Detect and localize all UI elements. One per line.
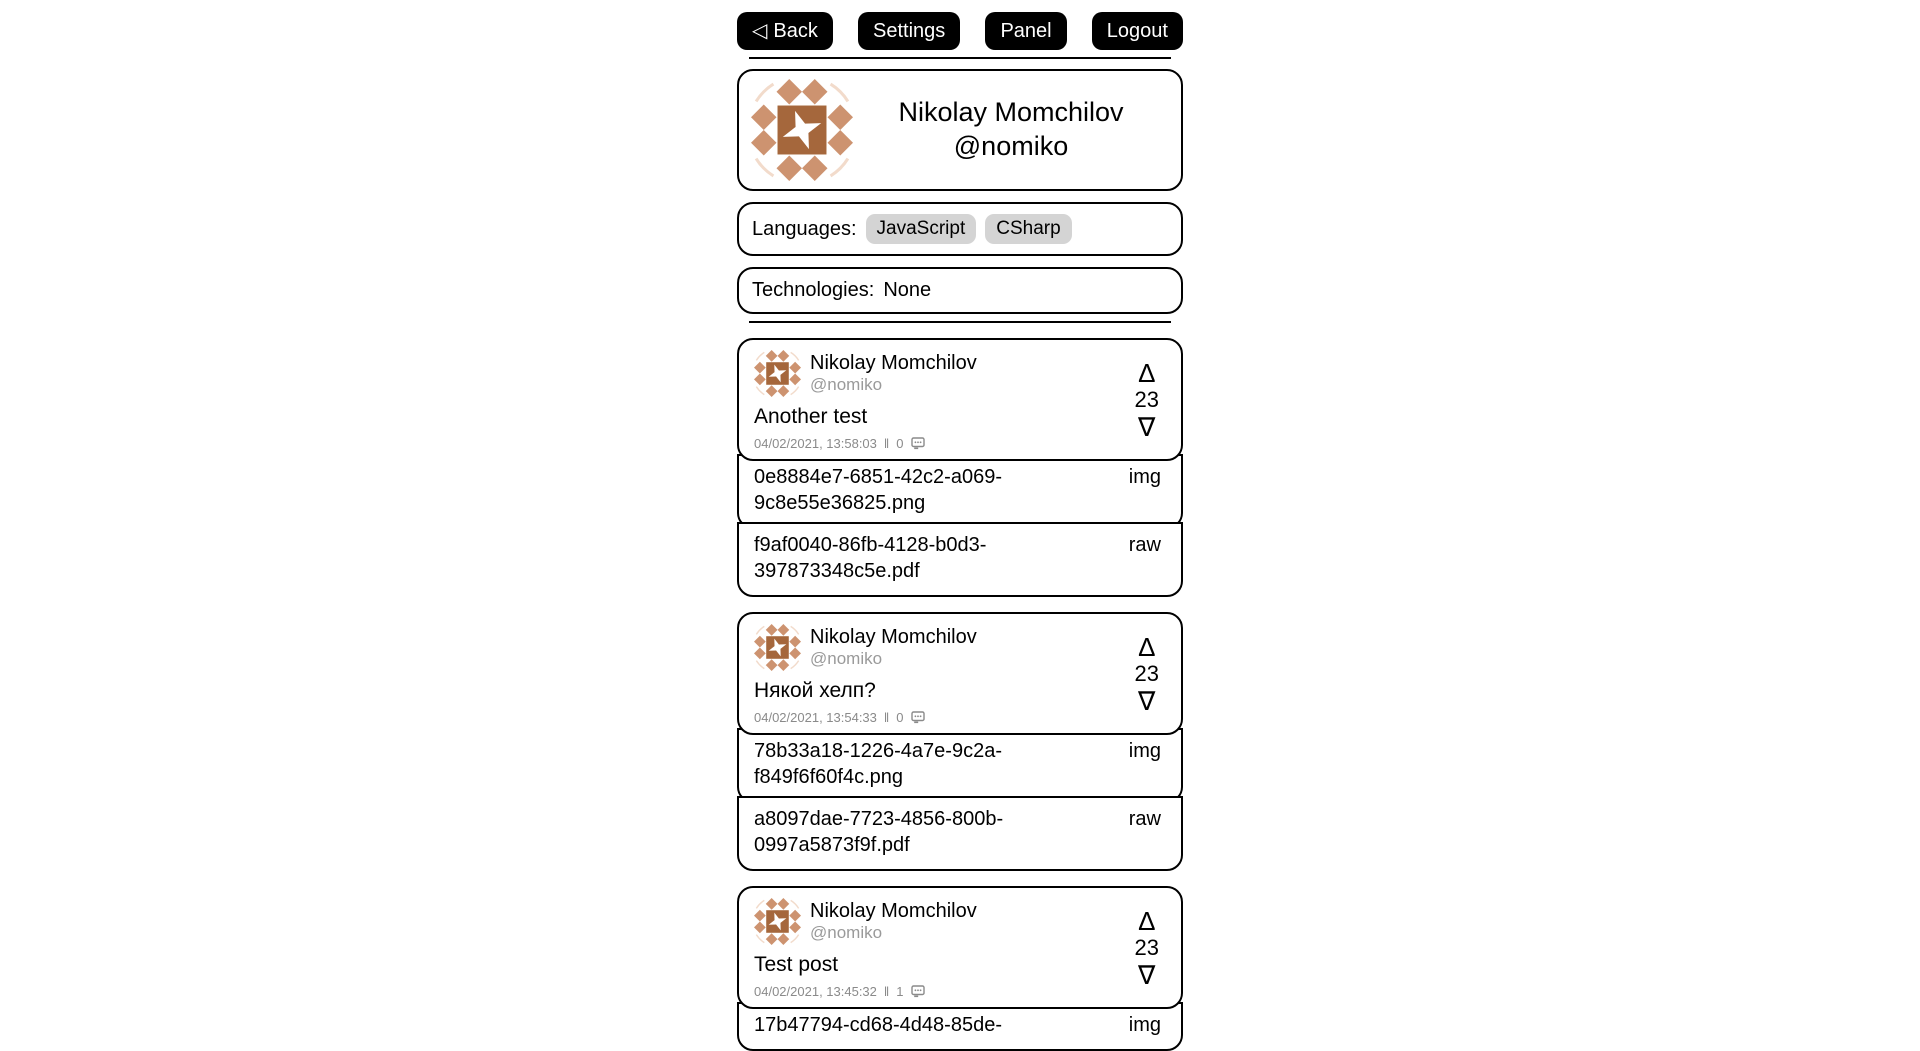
- attachment-filename: 78b33a18-1226-4a7e-9c2a-f849f6f60f4c.png: [754, 740, 1002, 788]
- post-author-row: [754, 350, 977, 397]
- post: [737, 338, 1183, 597]
- main-column: [737, 0, 1183, 1051]
- technologies-label: Technologies:: [752, 279, 875, 301]
- technologies-card: [737, 267, 1183, 314]
- vote-widget: [1127, 624, 1167, 725]
- attachment-card[interactable]: [737, 796, 1183, 871]
- attachment-filename: 17b47794-cd68-4d48-85de-: [754, 1014, 1002, 1036]
- post-title: Test post: [754, 953, 839, 976]
- settings-button-label: Settings: [873, 20, 946, 42]
- post-content: [754, 624, 977, 725]
- attachment-type: img: [1128, 1014, 1161, 1036]
- identicon-avatar: [754, 624, 801, 671]
- attachment-card[interactable]: [737, 454, 1183, 529]
- post: [737, 886, 1183, 1051]
- logout-button[interactable]: [1092, 12, 1183, 50]
- attachment-filename: 0e8884e7-6851-42c2-a069-9c8e55e36825.png: [754, 466, 1002, 514]
- post-author-names: [810, 898, 977, 945]
- post-author-row: [754, 624, 977, 671]
- profile-name: Nikolay Momchilov: [898, 97, 1124, 128]
- downvote-button[interactable]: ∇: [1138, 411, 1156, 442]
- language-tag: CSharp: [985, 214, 1071, 244]
- post-comment-count: 1: [896, 984, 904, 999]
- vote-count: 23: [1134, 935, 1159, 961]
- post-author-avatar: [754, 624, 801, 671]
- post-timestamp: 04/02/2021, 13:54:33: [754, 710, 877, 725]
- attachment-type: raw: [1128, 534, 1161, 556]
- post-author-names: [810, 624, 977, 671]
- post-meta: [754, 984, 977, 999]
- post-author-avatar: [754, 898, 801, 945]
- post-author-names: [810, 350, 977, 397]
- comment-icon: [911, 711, 925, 724]
- profile-avatar: [751, 79, 853, 181]
- post-author-name: Nikolay Momchilov: [810, 900, 977, 922]
- identicon-avatar: [754, 898, 801, 945]
- languages-label: Languages:: [752, 217, 857, 240]
- post-timestamp: 04/02/2021, 13:58:03: [754, 436, 877, 451]
- post-author-name: Nikolay Momchilov: [810, 626, 977, 648]
- post-comment-count: 0: [896, 436, 904, 451]
- technologies-value: None: [883, 279, 932, 301]
- profile-handle: @nomiko: [953, 131, 1069, 161]
- upvote-button[interactable]: Δ: [1138, 632, 1156, 663]
- attachment-type: raw: [1128, 808, 1161, 830]
- post-content: [754, 898, 977, 999]
- profile-card: [737, 69, 1183, 191]
- profile-names: [853, 96, 1169, 164]
- divider-top: [749, 57, 1171, 59]
- back-button-label: Back: [773, 20, 818, 42]
- vote-count: 23: [1134, 661, 1159, 687]
- identicon-avatar: [751, 79, 853, 181]
- vote-count: 23: [1134, 387, 1159, 413]
- attachment-filename: a8097dae-7723-4856-800b-0997a5873f9f.pdf: [754, 808, 1004, 856]
- vote-widget: [1127, 350, 1167, 451]
- post-author-avatar: [754, 350, 801, 397]
- attachment-type: img: [1128, 466, 1161, 488]
- meta-separator: ‖: [883, 710, 890, 725]
- post-meta: [754, 710, 977, 725]
- language-tag: JavaScript: [866, 214, 977, 244]
- post-card[interactable]: [737, 338, 1183, 461]
- downvote-button[interactable]: ∇: [1138, 685, 1156, 716]
- post-author-handle: @nomiko: [810, 375, 883, 394]
- attachment-type: img: [1128, 740, 1161, 762]
- attachment-card[interactable]: [737, 522, 1183, 597]
- comment-icon: [911, 985, 925, 998]
- panel-button-label: Panel: [1000, 20, 1052, 42]
- post-author-name: Nikolay Momchilov: [810, 352, 977, 374]
- post: [737, 612, 1183, 871]
- upvote-button[interactable]: Δ: [1138, 906, 1156, 937]
- post-title: Another test: [754, 405, 868, 428]
- post-meta: [754, 436, 977, 451]
- upvote-button[interactable]: Δ: [1138, 358, 1156, 389]
- vote-widget: [1127, 898, 1167, 999]
- post-card[interactable]: [737, 612, 1183, 735]
- identicon-avatar: [754, 350, 801, 397]
- panel-button[interactable]: [985, 12, 1066, 50]
- post-comment-count: 0: [896, 710, 904, 725]
- settings-button[interactable]: [858, 12, 960, 50]
- divider-posts: [749, 321, 1171, 323]
- post-title: Някой хелп?: [754, 679, 876, 702]
- meta-separator: ‖: [883, 984, 890, 999]
- languages-card: [737, 202, 1183, 256]
- post-timestamp: 04/02/2021, 13:45:32: [754, 984, 877, 999]
- post-author-handle: @nomiko: [810, 649, 883, 668]
- logout-button-label: Logout: [1106, 20, 1168, 42]
- attachment-card[interactable]: [737, 728, 1183, 803]
- back-icon: ◁: [752, 20, 768, 42]
- post-author-handle: @nomiko: [810, 923, 883, 942]
- post-content: [754, 350, 977, 451]
- meta-separator: ‖: [883, 436, 890, 451]
- comment-icon: [911, 437, 925, 450]
- back-button[interactable]: [737, 12, 833, 50]
- post-author-row: [754, 898, 977, 945]
- downvote-button[interactable]: ∇: [1138, 959, 1156, 990]
- attachment-filename: f9af0040-86fb-4128-b0d3-397873348c5e.pdf: [754, 534, 987, 582]
- attachment-card[interactable]: [737, 1002, 1183, 1051]
- post-card[interactable]: [737, 886, 1183, 1009]
- toolbar: [737, 12, 1183, 50]
